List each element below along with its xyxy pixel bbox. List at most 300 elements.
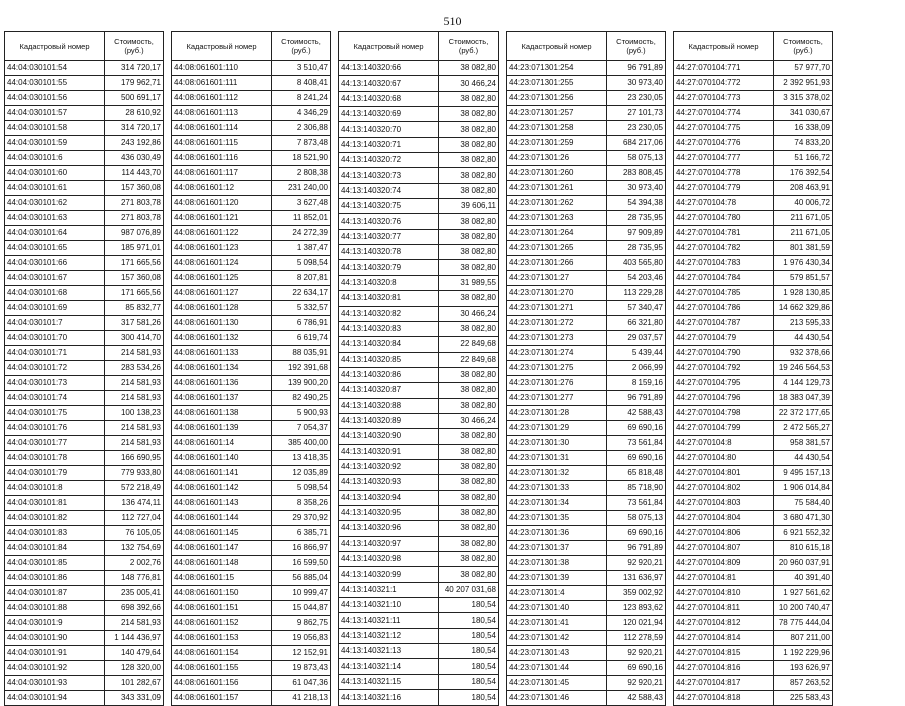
cost-cell: 38 082,80 <box>439 107 499 122</box>
table-row <box>507 496 666 511</box>
cost-cell: 8 159,16 <box>607 376 666 391</box>
cadastral-number-cell: 44:27:070104:815 <box>674 646 774 661</box>
cadastral-number-cell: 44:13:140320:89 <box>339 413 439 428</box>
cost-cell: 38 082,80 <box>439 321 499 336</box>
table-row <box>674 586 833 601</box>
cadastral-number-cell: 44:04:030101:56 <box>5 91 105 106</box>
table-row <box>507 61 666 76</box>
cost-cell: 16 338,09 <box>774 121 833 136</box>
cost-cell: 28 735,95 <box>607 211 666 226</box>
cadastral-number-cell: 44:13:140321:11 <box>339 613 439 628</box>
cost-cell: 97 909,89 <box>607 226 666 241</box>
table-row <box>339 475 499 490</box>
cadastral-number-cell: 44:13:140320:85 <box>339 352 439 367</box>
cadastral-number-cell: 44:27:070104:784 <box>674 271 774 286</box>
table-row <box>674 226 833 241</box>
table-row <box>5 136 164 151</box>
cadastral-number-cell: 44:08:061601:141 <box>172 466 272 481</box>
cadastral-number-cell: 44:08:061601:112 <box>172 91 272 106</box>
cost-cell: 82 490,25 <box>272 391 331 406</box>
cost-cell: 157 360,08 <box>105 181 164 196</box>
cadastral-number-cell: 44:13:140320:74 <box>339 183 439 198</box>
table-row <box>5 346 164 361</box>
cost-cell: 132 754,69 <box>105 541 164 556</box>
table-row <box>5 646 164 661</box>
cost-cell: 69 690,16 <box>607 421 666 436</box>
cadastral-number-cell: 44:13:140320:90 <box>339 429 439 444</box>
cadastral-number-cell: 44:04:030101:55 <box>5 76 105 91</box>
cadastral-number-cell: 44:27:070104:816 <box>674 661 774 676</box>
table-row <box>507 601 666 616</box>
cadastral-number-cell: 44:27:070104:811 <box>674 601 774 616</box>
table-row <box>5 511 164 526</box>
table-row <box>507 76 666 91</box>
table-row <box>507 391 666 406</box>
cadastral-number-cell: 44:04:030101:6 <box>5 151 105 166</box>
column-header-cost: Стоимость, (руб.) <box>774 32 833 61</box>
header-row <box>339 32 499 61</box>
cost-cell: 38 082,80 <box>439 61 499 76</box>
table-row <box>339 153 499 168</box>
cost-cell: 92 920,21 <box>607 646 666 661</box>
cost-cell: 180,54 <box>439 644 499 659</box>
table-row <box>507 196 666 211</box>
table-row <box>5 316 164 331</box>
table-row <box>339 260 499 275</box>
cost-cell: 73 561,84 <box>607 436 666 451</box>
cadastral-number-cell: 44:27:070104:778 <box>674 166 774 181</box>
cadastral-number-cell: 44:23:071301:38 <box>507 556 607 571</box>
cadastral-number-cell: 44:23:071301:34 <box>507 496 607 511</box>
cadastral-number-cell: 44:27:070104:795 <box>674 376 774 391</box>
table-row <box>339 168 499 183</box>
cost-cell: 56 885,04 <box>272 571 331 586</box>
table-row <box>5 421 164 436</box>
cost-cell: 166 690,95 <box>105 451 164 466</box>
cadastral-number-cell: 44:08:061601:122 <box>172 226 272 241</box>
cost-cell: 38 082,80 <box>439 183 499 198</box>
table-row <box>172 286 331 301</box>
cost-cell: 92 920,21 <box>607 556 666 571</box>
cadastral-number-cell: 44:08:061601:15 <box>172 571 272 586</box>
cost-cell: 2 002,76 <box>105 556 164 571</box>
cost-cell: 23 230,05 <box>607 121 666 136</box>
cost-cell: 38 082,80 <box>439 260 499 275</box>
table-row <box>339 674 499 689</box>
table-row <box>507 331 666 346</box>
table-row <box>674 106 833 121</box>
table-row <box>5 241 164 256</box>
header-row <box>172 32 331 61</box>
cost-cell: 19 873,43 <box>272 661 331 676</box>
cadastral-number-cell: 44:13:140320:87 <box>339 383 439 398</box>
table-row <box>5 301 164 316</box>
cadastral-number-cell: 44:04:030101:59 <box>5 136 105 151</box>
cost-cell: 579 851,57 <box>774 271 833 286</box>
table-row <box>172 421 331 436</box>
table-row <box>172 271 331 286</box>
cost-cell: 180,54 <box>439 674 499 689</box>
cadastral-number-cell: 44:04:030101:69 <box>5 301 105 316</box>
cost-cell: 29 037,57 <box>607 331 666 346</box>
table-row <box>172 496 331 511</box>
cadastral-number-cell: 44:23:071301:26 <box>507 151 607 166</box>
cost-cell: 214 581,93 <box>105 421 164 436</box>
cost-cell: 8 207,81 <box>272 271 331 286</box>
cost-cell: 38 082,80 <box>439 122 499 137</box>
table-row <box>674 316 833 331</box>
cost-cell: 92 920,21 <box>607 676 666 691</box>
cost-cell: 136 474,11 <box>105 496 164 511</box>
cadastral-number-cell: 44:23:071301:37 <box>507 541 607 556</box>
cadastral-number-cell: 44:04:030101:54 <box>5 61 105 76</box>
cadastral-number-cell: 44:04:030101:62 <box>5 196 105 211</box>
cadastral-number-cell: 44:04:030101:64 <box>5 226 105 241</box>
cadastral-number-cell: 44:08:061601:114 <box>172 121 272 136</box>
cadastral-number-cell: 44:23:071301:265 <box>507 241 607 256</box>
table-row <box>172 391 331 406</box>
table-row <box>5 556 164 571</box>
table-row <box>339 536 499 551</box>
cost-cell: 112 278,59 <box>607 631 666 646</box>
table-row <box>674 661 833 676</box>
cost-cell: 28 735,95 <box>607 241 666 256</box>
column-header-cost: Стоимость, (руб.) <box>105 32 164 61</box>
table-row <box>674 286 833 301</box>
table-row <box>339 275 499 290</box>
cost-cell: 9 495 157,13 <box>774 466 833 481</box>
cadastral-number-cell: 44:04:030101:86 <box>5 571 105 586</box>
cadastral-number-cell: 44:27:070104:771 <box>674 61 774 76</box>
table-row <box>5 121 164 136</box>
table-row <box>339 567 499 582</box>
table-row <box>172 601 331 616</box>
cost-cell: 1 144 436,97 <box>105 631 164 646</box>
cost-cell: 16 866,97 <box>272 541 331 556</box>
table-row <box>5 106 164 121</box>
cadastral-number-cell: 44:27:070104:810 <box>674 586 774 601</box>
cost-cell: 1 976 430,34 <box>774 256 833 271</box>
cost-cell: 38 082,80 <box>439 475 499 490</box>
table-row <box>339 690 499 706</box>
cost-cell: 38 082,80 <box>439 398 499 413</box>
cadastral-number-cell: 44:08:061601:143 <box>172 496 272 511</box>
cost-cell: 810 615,18 <box>774 541 833 556</box>
cost-cell: 38 082,80 <box>439 91 499 106</box>
cost-cell: 171 665,56 <box>105 256 164 271</box>
cost-cell: 44 430,54 <box>774 451 833 466</box>
cost-cell: 3 510,47 <box>272 61 331 76</box>
cadastral-number-cell: 44:13:140320:93 <box>339 475 439 490</box>
column-header-cost: Стоимость, (руб.) <box>439 32 499 61</box>
cadastral-number-cell: 44:23:071301:274 <box>507 346 607 361</box>
cost-cell: 7 873,48 <box>272 136 331 151</box>
cost-cell: 2 066,99 <box>607 361 666 376</box>
cost-cell: 74 833,20 <box>774 136 833 151</box>
table-row <box>339 644 499 659</box>
table-row <box>507 481 666 496</box>
cost-cell: 214 581,93 <box>105 346 164 361</box>
cadastral-number-cell: 44:23:071301:254 <box>507 61 607 76</box>
table-row <box>172 691 331 706</box>
cadastral-number-cell: 44:13:140320:86 <box>339 367 439 382</box>
cadastral-number-cell: 44:27:070104:781 <box>674 226 774 241</box>
cost-cell: 128 320,00 <box>105 661 164 676</box>
table-row <box>339 122 499 137</box>
cadastral-number-cell: 44:23:071301:36 <box>507 526 607 541</box>
cost-cell: 44 430,54 <box>774 331 833 346</box>
cadastral-number-cell: 44:23:071301:275 <box>507 361 607 376</box>
cadastral-number-cell: 44:27:070104:809 <box>674 556 774 571</box>
cadastral-number-cell: 44:08:061601:127 <box>172 286 272 301</box>
cadastral-number-cell: 44:08:061601:145 <box>172 526 272 541</box>
table-row <box>5 481 164 496</box>
table-row <box>507 211 666 226</box>
cost-cell: 214 581,93 <box>105 436 164 451</box>
cadastral-number-cell: 44:27:070104:807 <box>674 541 774 556</box>
cadastral-number-cell: 44:13:140320:92 <box>339 459 439 474</box>
cost-cell: 179 962,71 <box>105 76 164 91</box>
cost-cell: 932 378,66 <box>774 346 833 361</box>
cost-cell: 3 680 471,30 <box>774 511 833 526</box>
cost-cell: 385 400,00 <box>272 436 331 451</box>
table-row <box>674 181 833 196</box>
table-row <box>507 376 666 391</box>
cost-cell: 5 098,54 <box>272 481 331 496</box>
table-row <box>674 91 833 106</box>
cadastral-number-cell: 44:04:030101:61 <box>5 181 105 196</box>
cadastral-number-cell: 44:04:030101:57 <box>5 106 105 121</box>
cost-cell: 2 392 951,93 <box>774 76 833 91</box>
cadastral-number-cell: 44:27:070104:806 <box>674 526 774 541</box>
cadastral-number-cell: 44:13:140320:73 <box>339 168 439 183</box>
cadastral-number-cell: 44:04:030101:79 <box>5 466 105 481</box>
table-row <box>172 586 331 601</box>
table-row <box>172 151 331 166</box>
table-row <box>172 541 331 556</box>
table-row <box>507 646 666 661</box>
cost-cell: 211 671,05 <box>774 226 833 241</box>
cadastral-number-cell: 44:23:071301:266 <box>507 256 607 271</box>
cadastral-number-cell: 44:08:061601:123 <box>172 241 272 256</box>
cadastral-number-cell: 44:13:140320:72 <box>339 153 439 168</box>
table-row <box>507 316 666 331</box>
cost-cell: 231 240,00 <box>272 181 331 196</box>
cost-cell: 54 394,38 <box>607 196 666 211</box>
cadastral-number-cell: 44:13:140320:98 <box>339 552 439 567</box>
cadastral-number-cell: 44:27:070104:786 <box>674 301 774 316</box>
cadastral-number-cell: 44:27:070104:804 <box>674 511 774 526</box>
column-header-number: Кадастровый номер <box>5 32 105 61</box>
cadastral-number-cell: 44:13:140320:79 <box>339 260 439 275</box>
table-row <box>339 659 499 674</box>
table-row <box>5 91 164 106</box>
cost-cell: 283 808,45 <box>607 166 666 181</box>
cost-cell: 225 583,43 <box>774 691 833 706</box>
cadastral-number-cell: 44:27:070104:792 <box>674 361 774 376</box>
cost-cell: 38 082,80 <box>439 444 499 459</box>
table-row <box>5 196 164 211</box>
cadastral-number-cell: 44:27:070104:796 <box>674 391 774 406</box>
table-row <box>507 166 666 181</box>
cadastral-number-cell: 44:04:030101:70 <box>5 331 105 346</box>
table-row <box>339 245 499 260</box>
cadastral-number-cell: 44:23:071301:35 <box>507 511 607 526</box>
table-row <box>339 107 499 122</box>
cadastral-number-cell: 44:08:061601:142 <box>172 481 272 496</box>
cost-cell: 54 203,46 <box>607 271 666 286</box>
table-row <box>674 331 833 346</box>
cadastral-number-cell: 44:13:140320:75 <box>339 199 439 214</box>
column-header-number: Кадастровый номер <box>674 32 774 61</box>
table-row <box>339 521 499 536</box>
table-row <box>172 256 331 271</box>
cadastral-number-cell: 44:08:061601:14 <box>172 436 272 451</box>
cost-cell: 38 082,80 <box>439 552 499 567</box>
cost-cell: 38 082,80 <box>439 536 499 551</box>
cadastral-number-cell: 44:04:030101:72 <box>5 361 105 376</box>
cadastral-number-cell: 44:13:140321:16 <box>339 690 439 706</box>
cadastral-number-cell: 44:23:071301:273 <box>507 331 607 346</box>
cost-cell: 857 263,52 <box>774 676 833 691</box>
cadastral-number-cell: 44:23:071301:264 <box>507 226 607 241</box>
table-row <box>674 61 833 76</box>
table-row <box>507 421 666 436</box>
cost-cell: 30 466,24 <box>439 76 499 91</box>
cadastral-number-cell: 44:23:071301:29 <box>507 421 607 436</box>
cadastral-number-cell: 44:04:030101:82 <box>5 511 105 526</box>
table-row <box>507 571 666 586</box>
cost-cell: 148 776,81 <box>105 571 164 586</box>
cost-cell: 1 906 014,84 <box>774 481 833 496</box>
cadastral-number-cell: 44:23:071301:256 <box>507 91 607 106</box>
cost-cell: 22 849,68 <box>439 352 499 367</box>
table-row <box>339 398 499 413</box>
cadastral-number-cell: 44:23:071301:272 <box>507 316 607 331</box>
cadastral-number-cell: 44:13:140320:81 <box>339 291 439 306</box>
table-row <box>172 226 331 241</box>
table-row <box>507 361 666 376</box>
cost-cell: 157 360,08 <box>105 271 164 286</box>
cost-cell: 38 082,80 <box>439 567 499 582</box>
table-row <box>5 451 164 466</box>
cost-cell: 3 315 378,02 <box>774 91 833 106</box>
cadastral-number-cell: 44:04:030101:91 <box>5 646 105 661</box>
cadastral-number-cell: 44:08:061601:111 <box>172 76 272 91</box>
cost-cell: 180,54 <box>439 628 499 643</box>
table-row <box>172 616 331 631</box>
table-row <box>674 211 833 226</box>
cost-cell: 57 977,70 <box>774 61 833 76</box>
cadastral-number-cell: 44:04:030101:76 <box>5 421 105 436</box>
cost-cell: 22 634,17 <box>272 286 331 301</box>
table-row <box>507 151 666 166</box>
table-row <box>5 256 164 271</box>
table-row <box>507 136 666 151</box>
table-row <box>507 511 666 526</box>
cost-cell: 73 561,84 <box>607 496 666 511</box>
cost-cell: 28 610,92 <box>105 106 164 121</box>
table-row <box>339 291 499 306</box>
cadastral-number-cell: 44:23:071301:44 <box>507 661 607 676</box>
cost-cell: 180,54 <box>439 659 499 674</box>
table-row <box>339 306 499 321</box>
cost-cell: 66 321,80 <box>607 316 666 331</box>
cost-cell: 113 229,28 <box>607 286 666 301</box>
header-row <box>674 32 833 61</box>
cost-cell: 40 207 031,68 <box>439 582 499 597</box>
cost-cell: 436 030,49 <box>105 151 164 166</box>
table-row <box>507 106 666 121</box>
table-row <box>5 151 164 166</box>
cost-cell: 10 999,47 <box>272 586 331 601</box>
table-row <box>172 646 331 661</box>
cadastral-number-cell: 44:08:061601:116 <box>172 151 272 166</box>
cost-cell: 403 565,80 <box>607 256 666 271</box>
cost-cell: 18 521,90 <box>272 151 331 166</box>
cost-cell: 1 387,47 <box>272 241 331 256</box>
table-row <box>507 121 666 136</box>
cadastral-number-cell: 44:13:140320:94 <box>339 490 439 505</box>
table-row <box>172 61 331 76</box>
cadastral-number-cell: 44:13:140321:1 <box>339 582 439 597</box>
cost-cell: 30 973,40 <box>607 76 666 91</box>
cost-cell: 38 082,80 <box>439 383 499 398</box>
cadastral-number-cell: 44:13:140320:88 <box>339 398 439 413</box>
table-row <box>5 601 164 616</box>
cadastral-number-cell: 44:08:061601:137 <box>172 391 272 406</box>
cost-cell: 2 306,88 <box>272 121 331 136</box>
table-row <box>172 211 331 226</box>
table-row <box>172 76 331 91</box>
cost-cell: 8 358,26 <box>272 496 331 511</box>
table-row <box>339 214 499 229</box>
cadastral-number-cell: 44:27:070104:772 <box>674 76 774 91</box>
cost-cell: 30 973,40 <box>607 181 666 196</box>
cadastral-number-cell: 44:04:030101:77 <box>5 436 105 451</box>
cost-cell: 208 463,91 <box>774 181 833 196</box>
table-row <box>339 367 499 382</box>
cadastral-number-cell: 44:23:071301:270 <box>507 286 607 301</box>
cost-cell: 38 082,80 <box>439 429 499 444</box>
table-row <box>674 406 833 421</box>
cadastral-number-cell: 44:08:061601:148 <box>172 556 272 571</box>
cost-cell: 19 056,83 <box>272 631 331 646</box>
cost-cell: 243 192,86 <box>105 136 164 151</box>
table-row <box>172 331 331 346</box>
cadastral-number-cell: 44:08:061601:128 <box>172 301 272 316</box>
cadastral-number-cell: 44:27:070104:777 <box>674 151 774 166</box>
cadastral-number-cell: 44:27:070104:818 <box>674 691 774 706</box>
cadastral-number-cell: 44:04:030101:87 <box>5 586 105 601</box>
table-row <box>507 466 666 481</box>
cadastral-number-cell: 44:23:071301:259 <box>507 136 607 151</box>
table-row <box>5 631 164 646</box>
cadastral-number-cell: 44:08:061601:156 <box>172 676 272 691</box>
table-row <box>674 391 833 406</box>
cost-cell: 112 727,04 <box>105 511 164 526</box>
cost-cell: 85 718,90 <box>607 481 666 496</box>
cost-cell: 38 082,80 <box>439 505 499 520</box>
column-header-number: Кадастровый номер <box>339 32 439 61</box>
cadastral-number-cell: 44:04:030101:78 <box>5 451 105 466</box>
table-row <box>507 436 666 451</box>
cadastre-table-1 <box>4 31 164 706</box>
table-row <box>172 166 331 181</box>
cadastral-number-cell: 44:04:030101:85 <box>5 556 105 571</box>
cost-cell: 42 588,43 <box>607 691 666 706</box>
cadastral-number-cell: 44:27:070104:8 <box>674 436 774 451</box>
